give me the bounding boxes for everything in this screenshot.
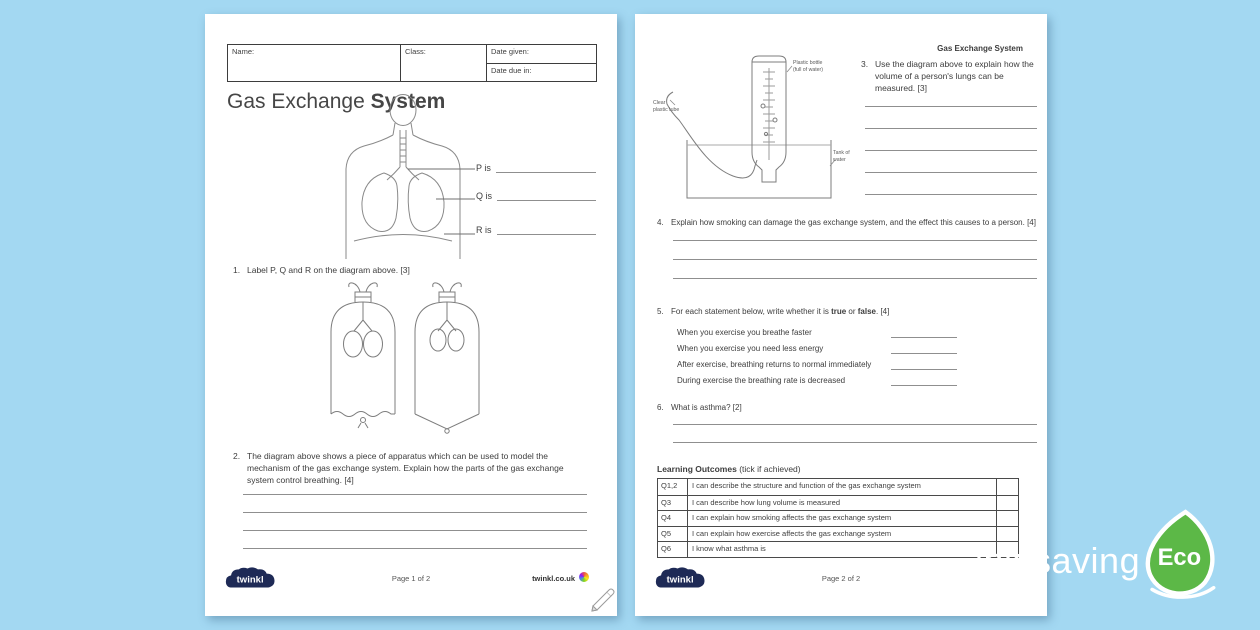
tank-label-line2: water	[833, 157, 846, 163]
learning-outcomes-title-bold: Learning Outcomes	[657, 464, 737, 474]
statement-2: When you exercise you need less energy	[677, 344, 824, 353]
answer-line	[865, 194, 1037, 195]
worksheet-page-1	[205, 14, 617, 616]
outcome-tick-cell	[996, 527, 1018, 542]
bottle-label-line2: (full of water)	[793, 67, 823, 73]
outcome-text: I know what asthma is	[692, 544, 766, 553]
page-number: Page 2 of 2	[821, 574, 861, 583]
question-5-text	[671, 306, 889, 317]
question-5-number: 5.	[657, 307, 664, 316]
question-4-text: Explain how smoking can damage the gas exchange system, and the effect this causes to a person. [4]	[671, 218, 1036, 227]
answer-line	[865, 128, 1037, 129]
label-p-row	[476, 162, 596, 173]
question-1	[233, 264, 583, 276]
question-4-number: 4.	[657, 218, 664, 227]
statement-4-blank	[891, 385, 957, 386]
question-6	[657, 402, 957, 413]
question-5-text-pre: For each statement below, write whether it is	[671, 307, 832, 316]
answer-line	[673, 424, 1037, 425]
outcome-text: I can explain how exercise affects the gas exchange system	[692, 528, 892, 538]
site-url: twinkl.co.uk	[532, 574, 575, 583]
name-class-date-table	[227, 44, 597, 82]
outcome-text: I can explain how smoking affects the gas exchange system	[692, 513, 892, 522]
label-r-blank	[497, 224, 597, 235]
answer-line	[673, 240, 1037, 241]
statement-1: When you exercise you breathe faster	[677, 328, 812, 337]
statement-3: After exercise, breathing returns to normal immediately	[677, 360, 872, 369]
date-due-label: Date due in:	[491, 65, 532, 75]
answer-line	[865, 150, 1037, 151]
dates-cells	[486, 45, 596, 81]
answer-line	[243, 530, 587, 531]
name-label: Name:	[232, 47, 255, 56]
learning-outcomes-subtitle: (tick if achieved)	[736, 464, 801, 474]
pencil-icon	[589, 588, 615, 614]
answer-line	[673, 278, 1037, 279]
worksheet-page-2	[635, 14, 1047, 616]
question-1-number: 1.	[233, 265, 241, 275]
page2-header-title: Gas Exchange System	[937, 44, 1023, 53]
date-given-cell	[487, 45, 596, 63]
learning-outcomes-title	[657, 464, 801, 474]
answer-line	[673, 442, 1037, 443]
answer-line	[243, 512, 587, 513]
label-p-blank	[496, 162, 596, 173]
outcome-tick-cell	[996, 511, 1018, 526]
question-2	[233, 450, 585, 486]
question-6-number: 6.	[657, 403, 664, 412]
question-5	[657, 306, 1041, 317]
outcome-text: I can describe how lung volume is measured	[692, 497, 840, 507]
outcome-question-ref: Q5	[658, 527, 688, 542]
label-r: R is	[476, 225, 492, 235]
label-p: P is	[476, 163, 491, 173]
outcome-question-ref: Q1,2	[658, 479, 688, 495]
class-cell	[400, 45, 486, 81]
answer-line	[243, 548, 587, 549]
lung-volume-apparatus-diagram	[649, 48, 854, 208]
outcome-row	[658, 526, 1018, 542]
learning-outcomes-table	[657, 478, 1019, 558]
outcome-row	[658, 541, 1018, 557]
outcome-question-ref: Q6	[658, 542, 688, 557]
label-q-row	[476, 190, 596, 201]
answer-line	[865, 106, 1037, 107]
question-2-number: 2.	[233, 451, 241, 461]
label-r-row	[476, 224, 596, 235]
twinkl-mini-logo-icon	[579, 572, 589, 582]
question-6-text: What is asthma? [2]	[671, 403, 742, 412]
answer-line	[865, 172, 1037, 173]
outcome-row	[658, 479, 1018, 495]
outcome-tick-cell	[996, 496, 1018, 511]
answer-line	[243, 494, 587, 495]
question-4	[657, 217, 1041, 228]
twinkl-logo-text: twinkl	[236, 574, 264, 586]
question-3-text: Use the diagram above to explain how the volume of a person's lungs can be measured. [3]	[875, 59, 1034, 94]
eco-leaf-badge	[1138, 500, 1226, 612]
name-cell	[228, 45, 400, 81]
page-title-bold: System	[370, 90, 446, 113]
question-5-false: false	[857, 307, 876, 316]
statement-2-blank	[891, 353, 957, 354]
page-title-regular: Gas Exchange	[227, 90, 371, 113]
statement-1-blank	[891, 337, 957, 338]
class-label: Class:	[405, 47, 426, 56]
date-given-label: Date given:	[491, 47, 529, 56]
tube-label-line2: plastic tube	[653, 107, 680, 113]
tube-label-line1: Clear	[653, 100, 666, 106]
label-q: Q is	[476, 191, 493, 201]
outcome-text: I can describe the structure and function of the gas exchange system	[692, 481, 921, 490]
twinkl-logo-text: twinkl	[666, 574, 694, 586]
bottle-label-line1: Plastic bottle	[793, 60, 823, 66]
question-3-number: 3.	[861, 59, 869, 69]
question-1-text: Label P, Q and R on the diagram above. [3]	[247, 265, 410, 275]
outcome-row	[658, 510, 1018, 526]
outcome-row	[658, 495, 1018, 511]
question-5-or: or	[846, 307, 858, 316]
question-2-text: The diagram above shows a piece of apparatus which can be used to model the mechanism of the gas exchange system. Explain how the parts of the gas exchange system control breathing. [4]	[247, 451, 564, 486]
eco-label: Eco	[1157, 543, 1202, 571]
outcome-question-ref: Q3	[658, 496, 688, 511]
date-due-cell	[487, 63, 596, 82]
ink-saving-label: ink saving	[975, 540, 1141, 581]
question-5-post: . [4]	[876, 307, 890, 316]
bell-jar-model-diagram	[323, 276, 487, 434]
outcome-question-ref: Q4	[658, 511, 688, 526]
question-3	[861, 58, 1039, 94]
statement-3-blank	[891, 369, 957, 370]
page-number: Page 1 of 2	[391, 574, 431, 583]
outcome-tick-cell	[996, 479, 1018, 495]
answer-line	[673, 259, 1037, 260]
question-5-true: true	[831, 307, 847, 316]
gas-exchange-system-diagram	[340, 94, 475, 259]
tank-label-line1: Tank of	[833, 150, 850, 156]
statement-4: During exercise the breathing rate is decreased	[677, 376, 846, 385]
label-q-blank	[497, 190, 596, 201]
